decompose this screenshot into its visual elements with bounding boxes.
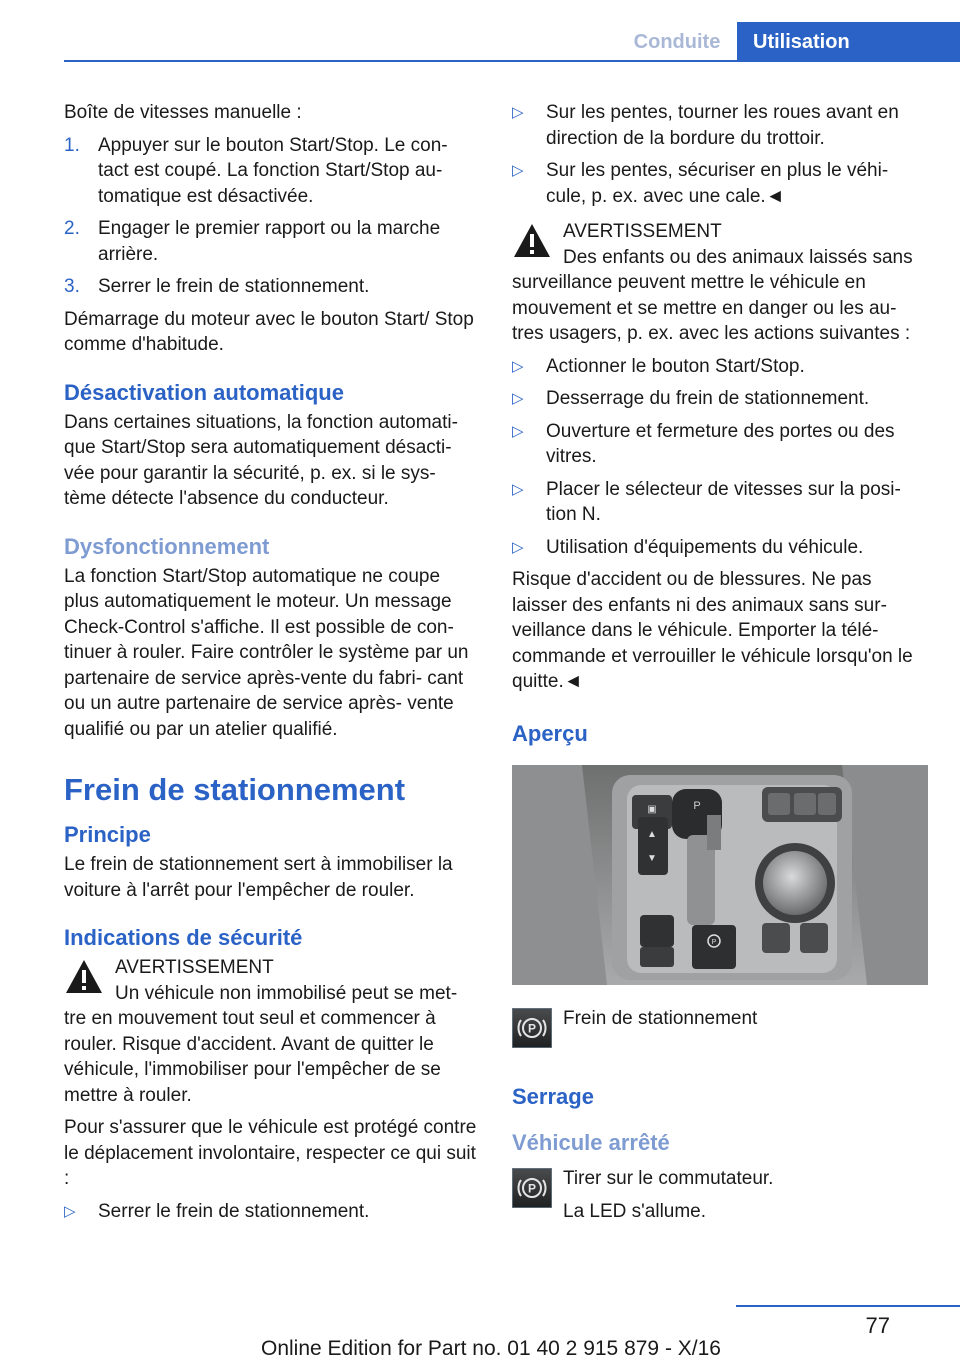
heading-overview: Aperçu — [512, 720, 588, 746]
secure-text: Pour s'assurer que le véhicule est protégé contre le déplacement involontaire, respecter ce qui suit : — [64, 1117, 477, 1189]
right-column — [512, 100, 926, 1231]
warning-title: AVERTISSEMENT — [115, 957, 274, 978]
bullet-triangle-icon: ▷ — [512, 357, 524, 375]
risk-text: Risque d'accident ou de blessures. Ne pas laisser des enfants ni des animaux sans sur‐ veillance dans le véhicule. Emporter la télé‐ commande et verrouiller le véhicule lorsqu'on le quitte.◄ — [512, 569, 913, 692]
bullet-triangle-icon: ▷ — [512, 162, 524, 179]
warning-block — [512, 219, 926, 347]
bullet-triangle-icon: ▷ — [512, 480, 524, 498]
warning-text: Un véhicule non immobilisé peut se met‐ tre en mouvement tout seul et commencer à rouler. Risque d'accident. Avant de quitter le véhicule, l'immobiliser pour l'empêcher de se mettre à rouler. — [64, 982, 458, 1106]
header-tab-conduite: Conduite — [633, 31, 721, 53]
warning-text: Des enfants ou des animaux laissés sans surveillance peuvent mettre le véhicule en mouvement et se mettre en danger ou les au‐ tres usagers, p. ex. avec les actions suivantes : — [512, 246, 913, 344]
bullet-triangle-icon: ▷ — [512, 538, 524, 556]
list-item — [512, 158, 926, 209]
edition-footer: Online Edition for Part no. 01 40 2 915 879 - X/16 — [261, 1337, 721, 1360]
heading-malfunction: Dysfonctionnement — [64, 533, 270, 559]
heading-safety: Indications de sécurité — [64, 925, 303, 950]
header-rule — [64, 60, 960, 62]
warning-block — [64, 955, 478, 1108]
list-item — [512, 354, 926, 380]
warning-triangle-icon — [64, 957, 104, 997]
bullet-triangle-icon: ▷ — [512, 104, 524, 121]
malfunction-text: La fonction Start/Stop automatique ne coupe plus automatiquement le moteur. Un message Check-Control s'affiche. Il est possible de con‐ tinuer à rouler. Faire contrôler le système par un partenaire de service après-vente du fabri‐ cant ou un autre partenaire de service après- vente qualifié ou par un atelier qualifié. — [64, 565, 469, 740]
bullet-triangle-icon: ▷ — [64, 1202, 76, 1220]
auto-deactivation-text: Dans certaines situations, la fonction automati‐ que Start/Stop sera automatiquement désacti‐ vée pour garantir la sécurité, p. ex. si le sys‐ tème détecte l'absence du conducteur. — [64, 411, 458, 509]
list-item — [64, 274, 478, 300]
bullet-text: Sur les pentes, tourner les roues avant en direction de la bordure du trottoir. — [546, 102, 899, 149]
bullet-text: Utilisation d'équipements du véhicule. — [546, 536, 864, 558]
svg-text:▼: ▼ — [647, 852, 657, 864]
section-title-parking-brake: Frein de stationnement — [64, 772, 406, 807]
list-item — [64, 133, 478, 210]
heading-auto-deactivation: Désactivation automatique — [64, 379, 344, 405]
parking-brake-switch-label: P — [711, 938, 717, 946]
list-item — [64, 1199, 478, 1225]
heading-apply: Serrage — [512, 1084, 594, 1109]
parking-brake-caption: Frein de stationnement — [563, 1008, 758, 1029]
bullet-triangle-icon: ▷ — [512, 390, 524, 407]
svg-text:P: P — [527, 1181, 537, 1196]
bullet-text: Actionner le bouton Start/Stop. — [546, 355, 805, 377]
step-text: Engager le premier rapport ou la marche arrière. — [98, 218, 441, 265]
manual-gearbox-intro: Boîte de vitesses manuelle : — [64, 102, 302, 123]
list-item — [64, 216, 478, 267]
step-number: 3. — [64, 276, 80, 297]
bullet-text: Ouverture et fermeture des portes ou des vitres. — [546, 420, 895, 467]
parking-brake-icon — [512, 1168, 552, 1208]
bullet-text: Sur les pentes, sécuriser en plus le véhi‐ cule, p. ex. avec une cale.◄ — [546, 160, 889, 207]
principle-text: Le frein de stationnement sert à immobiliser la voiture à l'arrêt pour l'empêcher de rouler. — [64, 854, 453, 901]
bullet-text: Desserrage du frein de stationnement. — [546, 388, 870, 409]
heading-principle: Principe — [64, 822, 151, 847]
pull-switch-text: Tirer sur le commutateur. — [563, 1168, 774, 1189]
left-column — [64, 100, 478, 1231]
icon-row — [512, 1166, 926, 1224]
footer-rule — [736, 1305, 960, 1307]
bullet-text: Placer le sélecteur de vitesses sur la posi‐ tion N. — [546, 478, 901, 525]
list-item — [512, 386, 926, 412]
console-label: ▣ — [647, 803, 657, 815]
list-item — [512, 477, 926, 528]
svg-text:▲: ▲ — [647, 828, 657, 840]
warning-triangle-icon — [512, 221, 552, 261]
heading-vehicle-stopped: Véhicule arrêté — [512, 1130, 670, 1155]
warning-title: AVERTISSEMENT — [563, 221, 722, 242]
led-lights-text: La LED s'allume. — [563, 1200, 707, 1222]
list-item — [512, 535, 926, 561]
page-number: 77 — [865, 1313, 890, 1338]
restart-text: Démarrage du moteur avec le bouton Start/ Stop comme d'habitude. — [64, 308, 474, 355]
list-item — [512, 100, 926, 151]
icon-row — [512, 1006, 926, 1048]
gear-selector-label: P — [693, 799, 701, 812]
bullet-text: Serrer le frein de stationnement. — [98, 1200, 370, 1222]
step-text: Appuyer sur le bouton Start/Stop. Le con‐ tact est coupé. La fonction Start/Stop au‐ tomatique est désactivée. — [98, 134, 448, 207]
center-console-photo — [512, 765, 928, 985]
svg-text:P: P — [527, 1021, 537, 1036]
parking-brake-icon — [512, 1008, 552, 1048]
bullet-triangle-icon: ▷ — [512, 422, 524, 440]
step-number: 2. — [64, 218, 80, 239]
step-number: 1. — [64, 134, 80, 156]
list-item — [512, 419, 926, 470]
step-text: Serrer le frein de stationnement. — [98, 276, 370, 297]
header-tab-utilisation: Utilisation — [737, 22, 960, 62]
